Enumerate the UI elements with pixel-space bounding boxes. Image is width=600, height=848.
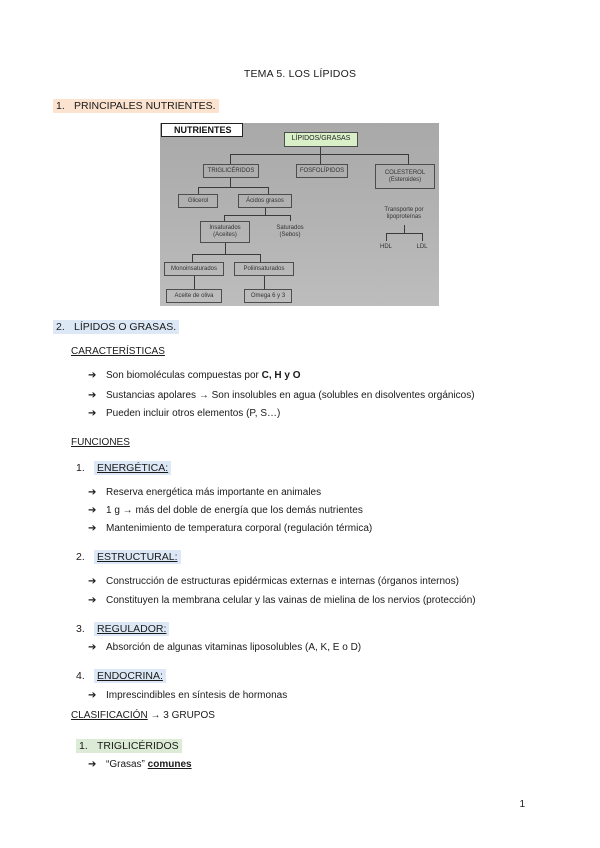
list-item (88, 390, 475, 401)
funcion-number: 3. (76, 623, 85, 635)
funciones-heading: FUNCIONES (71, 437, 130, 448)
list-item (88, 759, 192, 770)
bullet-text: Constituyen la membrana celular y las vainas de mielina de los nervios (protección) (106, 595, 476, 606)
caracteristicas-heading: CARACTERÍSTICAS (71, 346, 165, 357)
arrow-icon: ➔ (88, 370, 97, 381)
list-item (88, 576, 459, 587)
diagram-saturados-label: Saturados (276, 225, 304, 232)
diagram-insaturados-label: Insaturados (209, 225, 241, 232)
arrow-icon: ➔ (88, 505, 97, 516)
arrow-icon: ➔ (88, 390, 97, 401)
diagram-aceite-oliva: Aceite de oliva (166, 289, 222, 303)
section-number: 2. (56, 321, 65, 333)
diagram-hdl: HDL (379, 243, 392, 250)
arrow-icon: ➔ (88, 576, 97, 587)
diagram-acidos-grasos: Ácidos grasos (238, 194, 292, 208)
bullet-underlined-text: comunes (147, 759, 192, 770)
funcion-heading-energetica (76, 462, 171, 474)
diagram-insaturados-sub: (Aceites) (213, 232, 237, 238)
clase-label: TRIGLICÉRIDOS (97, 740, 179, 752)
funcion-label: ENERGÉTICA: (94, 461, 171, 475)
diagram-ldl: LDL (416, 243, 428, 250)
list-item (88, 595, 476, 606)
funcion-number: 1. (76, 462, 85, 474)
list-item (88, 523, 372, 534)
bullet-bold-text: C, H y O (261, 370, 301, 381)
page-number: 1 (519, 799, 525, 810)
clasificacion-label: CLASIFICACIÓN (71, 710, 148, 721)
diagram-fosfolipidos: FOSFOLÍPIDOS (296, 164, 348, 178)
nutrients-diagram (160, 123, 439, 306)
list-item (88, 505, 363, 516)
funcion-label: ESTRUCTURAL: (94, 550, 181, 564)
bullet-text: Reserva energética más importante en animales (106, 487, 322, 498)
diagram-colesterol (375, 164, 435, 189)
arrow-icon: ➔ (88, 595, 97, 606)
funcion-label: ENDOCRINA: (94, 669, 166, 683)
funcion-heading-regulador (76, 623, 169, 635)
list-item (88, 642, 361, 653)
section-number: 1. (56, 100, 65, 112)
bullet-text: Pueden incluir otros elementos (P, S…) (106, 408, 281, 419)
funcion-heading-endocrina (76, 670, 166, 682)
diagram-insaturados (200, 221, 250, 243)
diagram-trigliceridos: TRIGLICÉRIDOS (203, 164, 259, 178)
clasificacion-trigliceridos (76, 740, 182, 752)
list-item (88, 408, 280, 419)
arrow-icon: ➔ (88, 408, 97, 419)
diagram-omega: Omega 6 y 3 (244, 289, 292, 303)
diagram-poliinsaturados: Poliinsaturados (234, 262, 294, 276)
arrow-icon: ➔ (88, 642, 97, 653)
diagram-nutrientes: NUTRIENTES (161, 123, 243, 137)
arrow-icon: ➔ (88, 759, 97, 770)
list-item (88, 370, 301, 381)
arrow-icon: ➔ (88, 690, 97, 701)
funcion-number: 4. (76, 670, 85, 682)
section-heading-lipidos (53, 321, 179, 333)
funcion-label: REGULADOR: (94, 622, 169, 636)
diagram-glicerol: Glicerol (178, 194, 218, 208)
arrow-icon: ➔ (88, 523, 97, 534)
clasificacion-rest: → 3 GRUPOS (147, 710, 215, 721)
bullet-text: Sustancias apolares → Son insolubles en agua (solubles en disolventes orgánicos) (106, 390, 475, 401)
bullet-text: Mantenimiento de temperatura corporal (regulación térmica) (106, 523, 373, 534)
funcion-heading-estructural (76, 551, 181, 563)
arrow-icon: ➔ (88, 487, 97, 498)
bullet-text: “Grasas” (106, 759, 148, 770)
section-label: LÍPIDOS O GRASAS. (74, 321, 177, 333)
diagram-monoinsaturados: Monoinsaturados (164, 262, 224, 276)
diagram-colesterol-sub: (Esteroides) (388, 176, 422, 183)
bullet-text: 1 g → más del doble de energía que los demás nutrientes (106, 505, 363, 516)
diagram-saturados (265, 221, 315, 243)
bullet-text: Imprescindibles en síntesis de hormonas (106, 690, 288, 701)
bullet-text: Son biomoléculas compuestas por (106, 370, 262, 381)
diagram-saturados-sub: (Sebos) (279, 232, 301, 238)
funcion-number: 2. (76, 551, 85, 563)
clasificacion-heading (71, 710, 215, 721)
section-label: PRINCIPALES NUTRIENTES. (74, 100, 216, 112)
diagram-colesterol-label: COLESTEROL (384, 169, 426, 176)
list-item (88, 690, 287, 701)
bullet-text: Construcción de estructuras epidérmicas externas e internas (órganos internos) (106, 576, 459, 587)
bullet-text: Absorción de algunas vitaminas liposolubles (A, K, E o D) (106, 642, 362, 653)
diagram-lipidos: LÍPIDOS/GRASAS (284, 132, 358, 147)
list-item (88, 487, 321, 498)
section-heading-nutrientes (53, 100, 219, 112)
diagram-transporte: Transporte por lipoproteínas (384, 207, 424, 220)
page-title: TEMA 5. LOS LÍPIDOS (243, 68, 357, 80)
clase-number: 1. (79, 740, 88, 752)
